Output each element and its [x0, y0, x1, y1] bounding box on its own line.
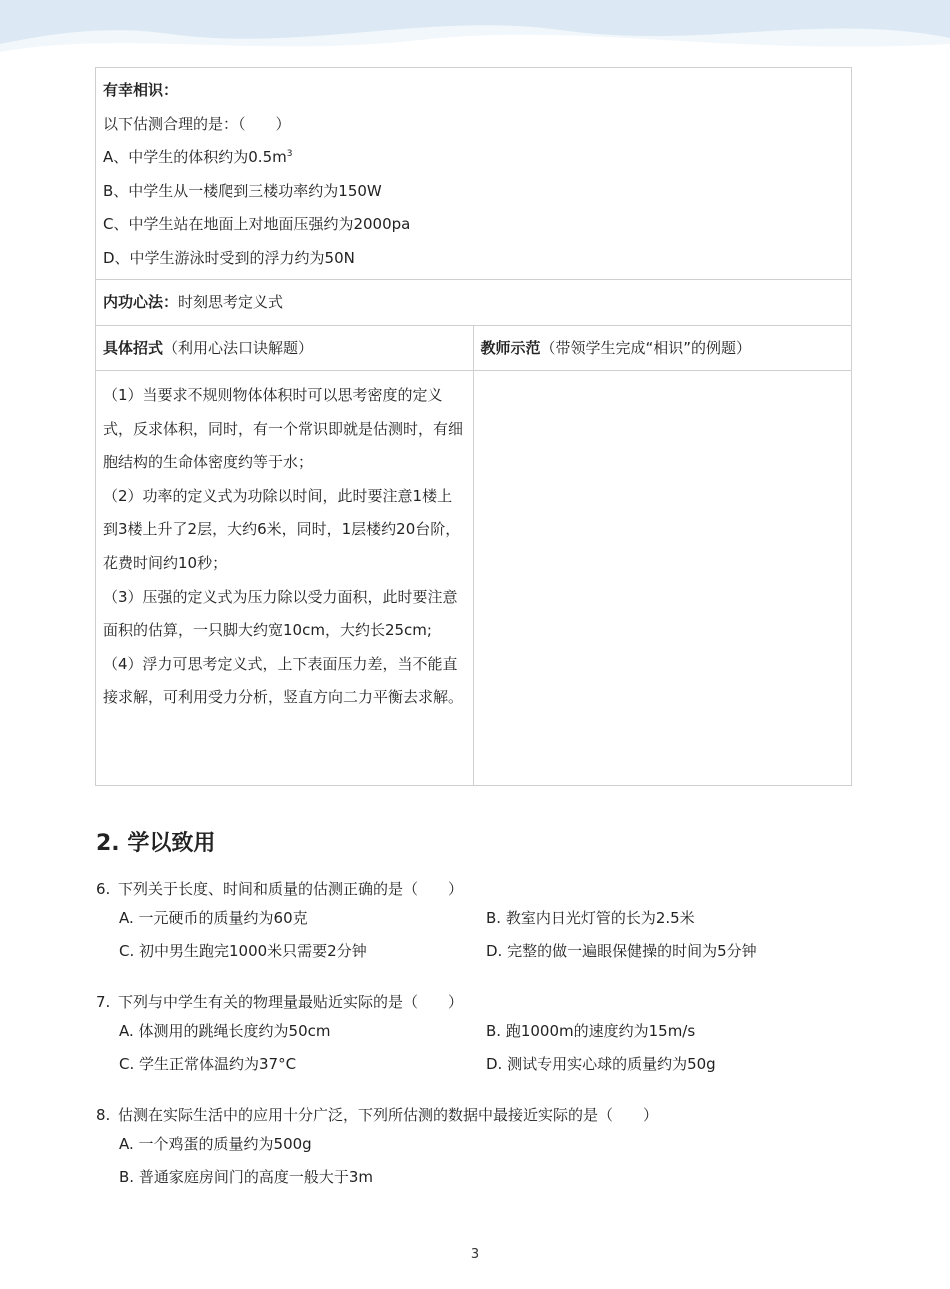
- question-stem: 下列关于长度、时间和质量的估测正确的是（ ）: [118, 880, 464, 898]
- intro-row: [96, 68, 851, 280]
- option-a: A. 一个鸡蛋的质量约为500g: [119, 1135, 312, 1153]
- question-stem: 下列与中学生有关的物理量最贴近实际的是（ ）: [118, 993, 464, 1011]
- step-2: （2）功率的定义式为功除以时间，此时要注意1楼上到3楼上升了2层，大约6米，同时，1层楼约20台阶，花费时间约10秒；: [103, 486, 461, 572]
- left-column-label: 具体招式: [103, 338, 164, 357]
- intro-heading: 有幸相识：: [103, 81, 179, 99]
- page-number: 3: [470, 1247, 480, 1262]
- method-text: 时刻思考定义式: [178, 293, 284, 311]
- question-number: 6.: [96, 880, 111, 898]
- question-8: [96, 1099, 856, 1133]
- option-a: A. 体测用的跳绳长度约为50cm: [119, 1022, 331, 1040]
- intro-option-b: B、中学生从一楼爬到三楼功率约为150W: [103, 181, 382, 200]
- question-6: [96, 873, 856, 907]
- option-b: B. 普通家庭房间门的高度一般大于3m: [119, 1168, 373, 1186]
- option-c: C. 学生正常体温约为37°C: [119, 1055, 297, 1073]
- strategy-table: [95, 67, 852, 786]
- option-a: A. 一元硬币的质量约为60克: [119, 909, 308, 927]
- steps-cell: [96, 371, 474, 785]
- content-row: [96, 371, 851, 785]
- intro-option-d: D、中学生游泳时受到的浮力约为50N: [103, 248, 355, 267]
- intro-option-c: C、中学生站在地面上对地面压强约为2000pa: [103, 215, 411, 233]
- right-column-note: （带领学生完成“相识”的例题）: [540, 338, 752, 357]
- step-3: （3）压强的定义式为压力除以受力面积，此时要注意面积的估算，一只脚大约宽10cm，大约长25cm;: [103, 587, 458, 640]
- teacher-demo-cell: [474, 371, 852, 785]
- method-label: 内功心法：: [103, 293, 179, 311]
- header-wave-decoration: [0, 0, 950, 70]
- intro-stem: 以下估测合理的是：（ ）: [103, 114, 291, 133]
- question-stem: 估测在实际生活中的应用十分广泛，下列所估测的数据中最接近实际的是（ ）: [118, 1106, 659, 1124]
- option-d: D. 测试专用实心球的质量约为50g: [486, 1055, 716, 1073]
- option-d: D. 完整的做一遍眼保健操的时间为5分钟: [486, 942, 757, 960]
- column-header-row: [96, 326, 851, 372]
- option-c: C. 初中男生跑完1000米只需要2分钟: [119, 942, 367, 960]
- step-4: （4）浮力可思考定义式，上下表面压力差，当不能直接求解，可利用受力分析，竖直方向二力平衡去求解。: [103, 654, 464, 707]
- left-column-note: （利用心法口诀解题）: [163, 338, 314, 357]
- right-column-label: 教师示范: [480, 338, 541, 357]
- method-row: [96, 280, 851, 326]
- question-number: 8.: [96, 1106, 111, 1124]
- step-1: （1）当要求不规则物体体积时可以思考密度的定义式，反求体积，同时，有一个常识即就是估测时，有细胞结构的生命体密度约等于水；: [103, 386, 464, 472]
- option-b: B. 教室内日光灯管的长为2.5米: [486, 909, 695, 927]
- question-number: 7.: [96, 993, 111, 1011]
- question-7: [96, 986, 856, 1020]
- section-title: 2. 学以致用: [96, 831, 216, 856]
- intro-option-a: A、中学生的体积约为$0.5m^3$: [103, 148, 293, 166]
- option-b: B. 跑1000m的速度约为15m/s: [486, 1022, 696, 1040]
